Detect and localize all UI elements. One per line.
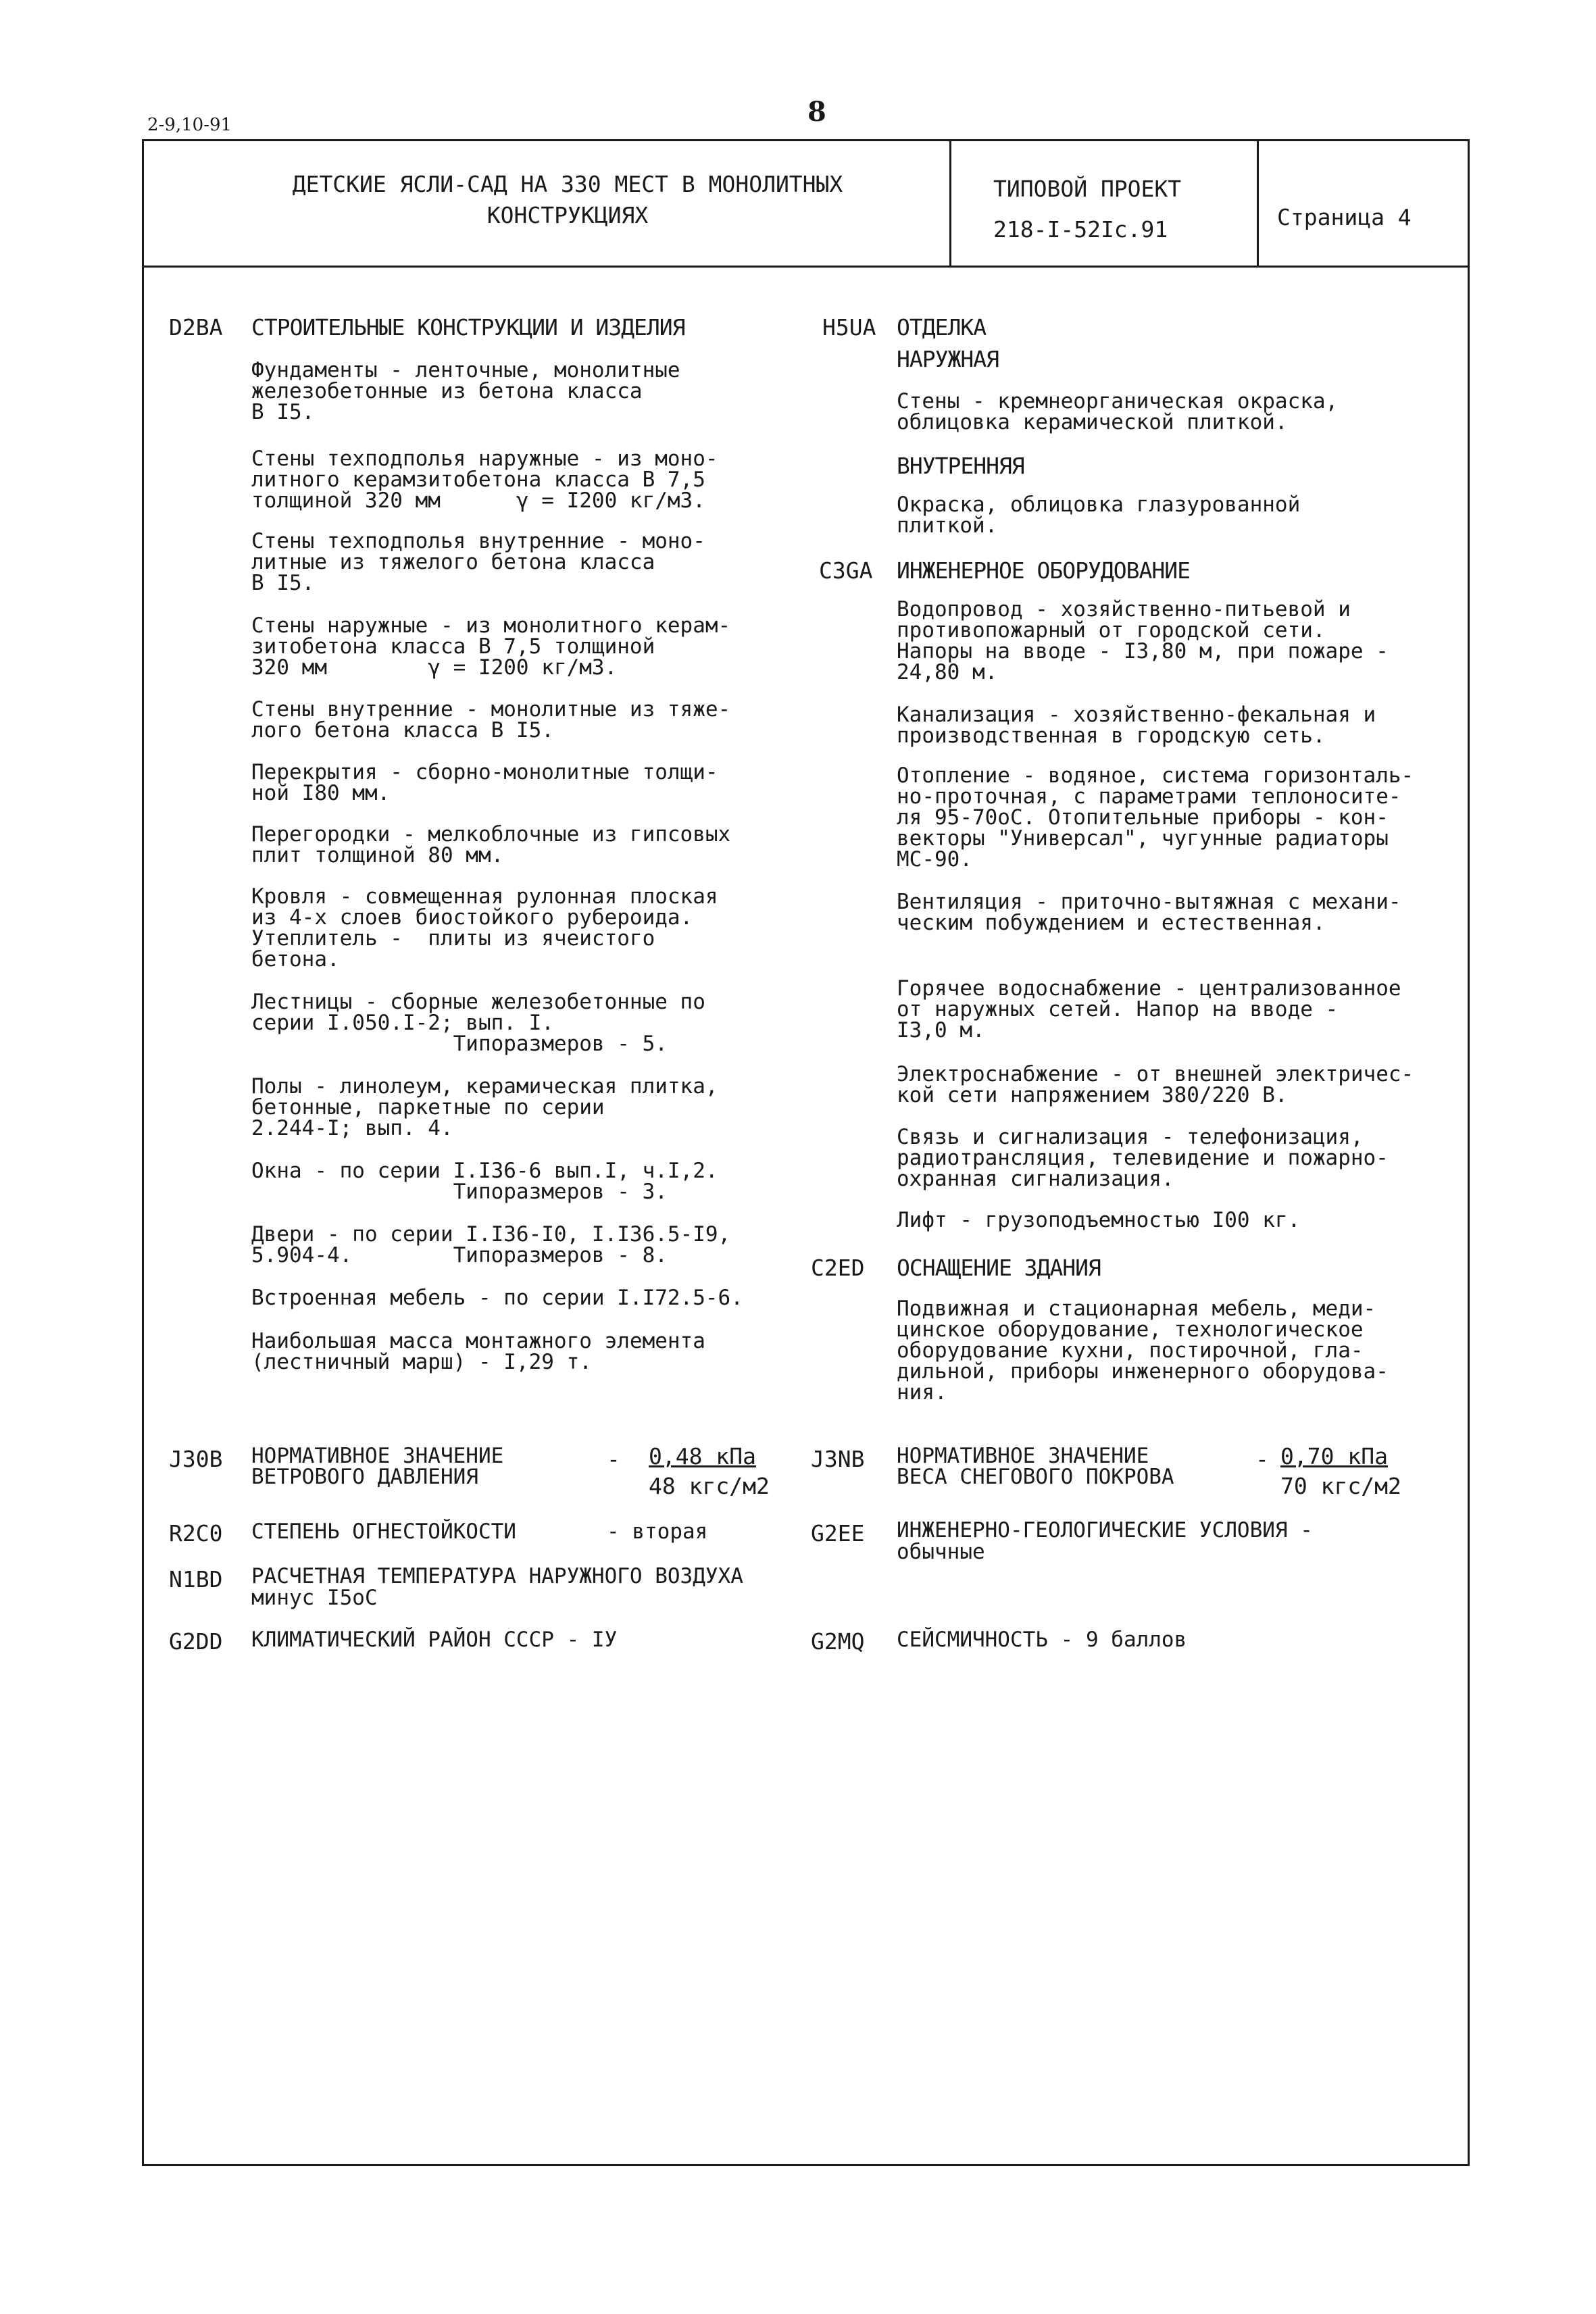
paragraph-furniture	[251, 1288, 743, 1309]
paragraph-heating	[897, 765, 1414, 870]
text-line: бетона.	[251, 947, 340, 972]
text-line: НОРМАТИВНОЕ ЗНАЧЕНИЕ	[251, 1444, 504, 1468]
text-line: Фундаменты - ленточные, монолитные	[251, 358, 680, 382]
text-line: облицовка керамической плиткой.	[897, 410, 1288, 434]
text-line: толщиной 320 мм γ = I200 кг/м3.	[251, 488, 705, 513]
text-line: зитобетона класса В 7,5 толщиной	[251, 634, 655, 659]
wind-pressure-value-alt: 48 кгс/м2	[649, 1473, 770, 1499]
title-line: КОНСТРУКЦИЯХ	[487, 202, 649, 228]
text-line: Электроснабжение - от внешней электричес-	[897, 1062, 1414, 1086]
text-line: Горячее водоснабжение - централизованное	[897, 976, 1401, 1001]
text-line: цинское оборудование, технологическое	[897, 1317, 1364, 1342]
text-line: бетонные, паркетные по серии	[251, 1095, 605, 1120]
text-line: Водопровод - хозяйственно-питьевой и	[897, 597, 1351, 622]
param-code: G2DD	[169, 1628, 223, 1655]
paragraph-floors	[251, 762, 718, 804]
project-number: 218-I-52Iс.91	[993, 216, 1168, 243]
paragraph-inner-finish	[897, 495, 1300, 536]
geology-value: обычные	[897, 1540, 985, 1564]
text-line: Подвижная и стационарная мебель, меди-	[897, 1297, 1376, 1321]
text-line: 2.244-I; вып. 4.	[251, 1116, 453, 1140]
snow-load-value: 0,70 кПа	[1280, 1443, 1388, 1469]
text-line: Перекрытия - сборно-монолитные толщи-	[251, 760, 718, 784]
text-line: ния.	[897, 1380, 947, 1405]
page-number: 8	[807, 96, 826, 128]
text-line: Кровля - совмещенная рулонная плоская	[251, 884, 718, 909]
fire-resistance-value: - вторая	[607, 1519, 708, 1544]
text-line: векторы "Универсал", чугунные радиаторы	[897, 826, 1389, 851]
text-line: ной I80 мм.	[251, 781, 391, 805]
text-line: В I5.	[251, 571, 315, 595]
section-code: C2ED	[811, 1255, 865, 1281]
text-line: Стены техподполья внутренние - моно-	[251, 529, 705, 553]
section-heading: ОСНАЩЕНИЕ ЗДАНИЯ	[897, 1255, 1101, 1281]
paragraph-ventilation	[897, 892, 1401, 934]
wind-pressure-value: 0,48 кПа	[649, 1443, 756, 1469]
section-heading: СТРОИТЕЛЬНЫЕ КОНСТРУКЦИИ И ИЗДЕЛИЯ	[251, 314, 685, 341]
text-line: противопожарный от городской сети.	[897, 618, 1326, 643]
paragraph-windows	[251, 1161, 718, 1203]
text-line: кой сети напряжением 380/220 В.	[897, 1083, 1288, 1107]
paragraph-communications	[897, 1127, 1389, 1190]
paragraph-foundations	[251, 360, 680, 423]
snow-dash: -	[1255, 1446, 1269, 1472]
text-line: Окраска, облицовка глазурованной	[897, 493, 1301, 517]
text-line: (лестничный марш) - I,29 т.	[251, 1350, 592, 1374]
param-code: G2EE	[811, 1520, 865, 1546]
text-line: железобетонные из бетона класса	[251, 379, 643, 403]
paragraph-basement-inner-walls	[251, 531, 705, 594]
section-code: H5UA	[822, 314, 876, 341]
text-line: Отопление - водяное, система горизонталь-	[897, 763, 1414, 788]
param-code: J30B	[169, 1446, 223, 1472]
param-code: J3NB	[811, 1446, 865, 1472]
text-line: оборудование кухни, постирочной, гла-	[897, 1338, 1364, 1363]
text-line: Перегородки - мелкоблочные из гипсовых	[251, 822, 731, 847]
project-label: ТИПОВОЙ ПРОЕКТ	[993, 176, 1182, 202]
paragraph-doors	[251, 1224, 730, 1266]
text-line: из 4-х слоев биостойкого рубероида.	[251, 905, 693, 930]
text-line: Встроенная мебель - по серии I.I72.5-6.	[251, 1286, 743, 1310]
title-line: ДЕТСКИЕ ЯСЛИ-САД НА 330 МЕСТ В МОНОЛИТНЫХ	[292, 171, 843, 197]
snow-load-label	[897, 1446, 1174, 1488]
text-line: серии I.050.I-2; вып. I.	[251, 1011, 554, 1035]
text-line: 320 мм γ = I200 кг/м3.	[251, 655, 618, 680]
text-line: Стены внутренние - монолитные из тяже-	[251, 697, 731, 722]
paragraph-stairs	[251, 992, 705, 1055]
text-line: Окна - по серии I.I36-6 вып.I, ч.I,2.	[251, 1159, 718, 1183]
header-column-divider	[949, 139, 951, 266]
text-line: В I5.	[251, 400, 315, 424]
text-line: I3,0 м.	[897, 1018, 985, 1042]
sheet-label: Страница 4	[1277, 204, 1412, 230]
text-line: 5.904-4. Типоразмеров - 8.	[251, 1243, 668, 1267]
paragraph-hot-water	[897, 978, 1401, 1041]
text-line: НОРМАТИВНОЕ ЗНАЧЕНИЕ	[897, 1444, 1149, 1468]
paragraph-inner-walls	[251, 699, 730, 741]
text-line: Типоразмеров - 3.	[251, 1180, 668, 1204]
climate-zone-label: КЛИМАТИЧЕСКИЙ РАЙОН СССР - IУ	[251, 1628, 618, 1652]
paragraph-roof	[251, 886, 718, 970]
text-line: Связь и сигнализация - телефонизация,	[897, 1125, 1364, 1149]
text-line: плит толщиной 80 мм.	[251, 843, 504, 867]
subheading-inner: ВНУТРЕННЯЯ	[897, 453, 1024, 479]
paragraph-outer-finish	[897, 391, 1338, 433]
outdoor-temperature-value: минус I5оС	[251, 1586, 378, 1610]
text-line: Стены наружные - из монолитного керам-	[251, 613, 731, 638]
paragraph-elevator	[897, 1210, 1300, 1231]
paragraph-floor-coverings	[251, 1076, 718, 1139]
text-line: Стены техподполья наружные - из моно-	[251, 447, 718, 471]
subheading-outer: НАРУЖНАЯ	[897, 346, 999, 372]
text-line: литного керамзитобетона класса В 7,5	[251, 468, 705, 492]
paragraph-outer-walls	[251, 615, 730, 678]
text-line: лого бетона класса В I5.	[251, 718, 554, 743]
text-line: плиткой.	[897, 513, 998, 538]
wind-pressure-label	[251, 1446, 503, 1488]
text-line: Типоразмеров - 5.	[251, 1032, 668, 1056]
text-line: Стены - кремнеорганическая окраска,	[897, 389, 1339, 413]
snow-load-value-alt: 70 кгс/м2	[1280, 1473, 1401, 1499]
text-line: дильной, приборы инженерного оборудова-	[897, 1359, 1389, 1384]
text-line: литные из тяжелого бетона класса	[251, 550, 655, 574]
text-line: ля 95-70оС. Отопительные приборы - кон-	[897, 805, 1389, 830]
paragraph-partitions	[251, 824, 730, 866]
text-line: 24,80 м.	[897, 660, 998, 684]
fire-resistance-label: СТЕПЕНЬ ОГНЕСТОЙКОСТИ	[251, 1519, 516, 1544]
seismicity-label: СЕЙСМИЧНОСТЬ - 9 баллов	[897, 1628, 1187, 1652]
text-line: Напоры на вводе - I3,80 м, при пожаре -	[897, 639, 1389, 663]
document-title	[203, 169, 932, 231]
geology-label: ИНЖЕНЕРНО-ГЕОЛОГИЧЕСКИЕ УСЛОВИЯ -	[897, 1518, 1313, 1542]
text-line: охранная сигнализация.	[897, 1167, 1174, 1191]
text-line: Канализация - хозяйственно-фекальная и	[897, 703, 1376, 727]
text-line: ВЕТРОВОГО ДАВЛЕНИЯ	[251, 1465, 478, 1489]
header-column-divider	[1257, 139, 1259, 266]
param-code: R2C0	[169, 1520, 223, 1546]
paragraph-water-supply	[897, 599, 1389, 683]
project-info	[993, 169, 1181, 250]
param-code: N1BD	[169, 1566, 223, 1592]
paragraph-equipment	[897, 1299, 1389, 1403]
text-line: от наружных сетей. Напор на вводе -	[897, 997, 1339, 1022]
section-code: C3GA	[819, 557, 873, 584]
text-line: Лифт - грузоподъемностью I00 кг.	[897, 1208, 1301, 1232]
text-line: Полы - линолеум, керамическая плитка,	[251, 1074, 718, 1099]
text-line: Наибольшая масса монтажного элемента	[251, 1329, 705, 1353]
section-heading: ИНЖЕНЕРНОЕ ОБОРУДОВАНИЕ	[897, 557, 1190, 584]
text-line: Лестницы - сборные железобетонные по	[251, 990, 705, 1014]
header-divider	[142, 266, 1470, 268]
text-line: но-проточная, с параметрами теплоносите-	[897, 784, 1401, 809]
document-code: 2-9,10-91	[147, 115, 232, 135]
section-code: D2BA	[169, 314, 223, 341]
outdoor-temperature-label: РАСЧЕТНАЯ ТЕМПЕРАТУРА НАРУЖНОГО ВОЗДУХА	[251, 1564, 743, 1588]
text-line: Утеплитель - плиты из ячеистого	[251, 926, 655, 951]
section-heading: ОТДЕЛКА	[897, 314, 987, 341]
text-line: производственная в городскую сеть.	[897, 724, 1326, 748]
paragraph-max-element-mass	[251, 1331, 705, 1373]
paragraph-basement-outer-walls	[251, 449, 718, 511]
text-line: радиотрансляция, телевидение и пожарно-	[897, 1146, 1389, 1170]
text-line: ческим побуждением и естественная.	[897, 911, 1326, 935]
text-line: Двери - по серии I.I36-I0, I.I36.5-I9,	[251, 1222, 731, 1247]
wind-dash: -	[607, 1446, 620, 1472]
paragraph-sewerage	[897, 705, 1376, 747]
text-line: Вентиляция - приточно-вытяжная с механи-	[897, 890, 1401, 914]
paragraph-electricity	[897, 1064, 1414, 1106]
param-code: G2MQ	[811, 1628, 865, 1655]
text-line: МС-90.	[897, 847, 972, 872]
text-line: ВЕСА СНЕГОВОГО ПОКРОВА	[897, 1465, 1174, 1489]
